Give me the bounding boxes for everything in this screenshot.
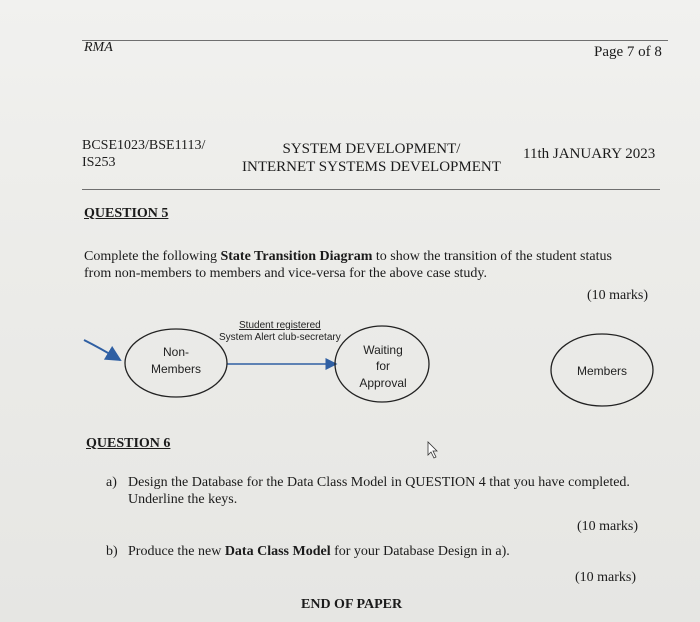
initial-transition-arrow (84, 340, 120, 360)
question-6-part-a (106, 474, 630, 508)
question-5-heading: QUESTION 5 (84, 206, 169, 221)
q5-bold-term: State Transition Diagram (220, 249, 373, 264)
part-a-line1: Design the Database for the Data Class Model in QUESTION 4 that you have completed. (128, 475, 630, 490)
part-b-text: for your Database Design in a). (330, 544, 510, 559)
exam-date: 11th JANUARY 2023 (523, 146, 656, 162)
header-initials: RMA (84, 40, 113, 55)
part-a-marks: (10 marks) (577, 519, 639, 534)
course-code-line1: BCSE1023/BSE1113/ (82, 138, 206, 153)
question-6-part-b (106, 543, 510, 560)
part-b-label: b) (106, 544, 118, 559)
part-b-marks: (10 marks) (575, 570, 637, 585)
mouse-cursor-icon (428, 442, 437, 458)
state-non-members-line1: Non- (162, 345, 190, 359)
part-b-bold-term: Data Class Model (224, 544, 331, 559)
question-5-line2: from non-members to members and vice-versa for the above case study. (84, 266, 488, 281)
course-code-line2: IS253 (82, 155, 116, 170)
course-title-line2: INTERNET SYSTEMS DEVELOPMENT (242, 159, 501, 175)
question-6-heading: QUESTION 6 (86, 436, 171, 451)
state-waiting-line3: Approval (359, 376, 407, 390)
state-members-label: Members (576, 364, 628, 378)
q5-text-part: Complete the following (84, 249, 221, 264)
transition-label-action: System Alert club-secretary (219, 332, 341, 343)
q5-text-part: to show the transition of the student status (372, 249, 612, 264)
part-b-text: Produce the new (128, 544, 225, 559)
question-5-marks: (10 marks) (587, 288, 649, 303)
page-number: Page 7 of 8 (594, 44, 662, 60)
part-a-label: a) (106, 475, 117, 490)
end-of-paper: END OF PAPER (301, 597, 403, 612)
course-title-line1: SYSTEM DEVELOPMENT/ (282, 141, 461, 157)
part-a-line2: Underline the keys. (128, 492, 238, 507)
state-non-members-line2: Members (150, 362, 202, 376)
state-waiting-line2: for (375, 359, 391, 373)
state-waiting-line1: Waiting (363, 343, 403, 357)
transition-label-event: Student registered (239, 320, 321, 331)
